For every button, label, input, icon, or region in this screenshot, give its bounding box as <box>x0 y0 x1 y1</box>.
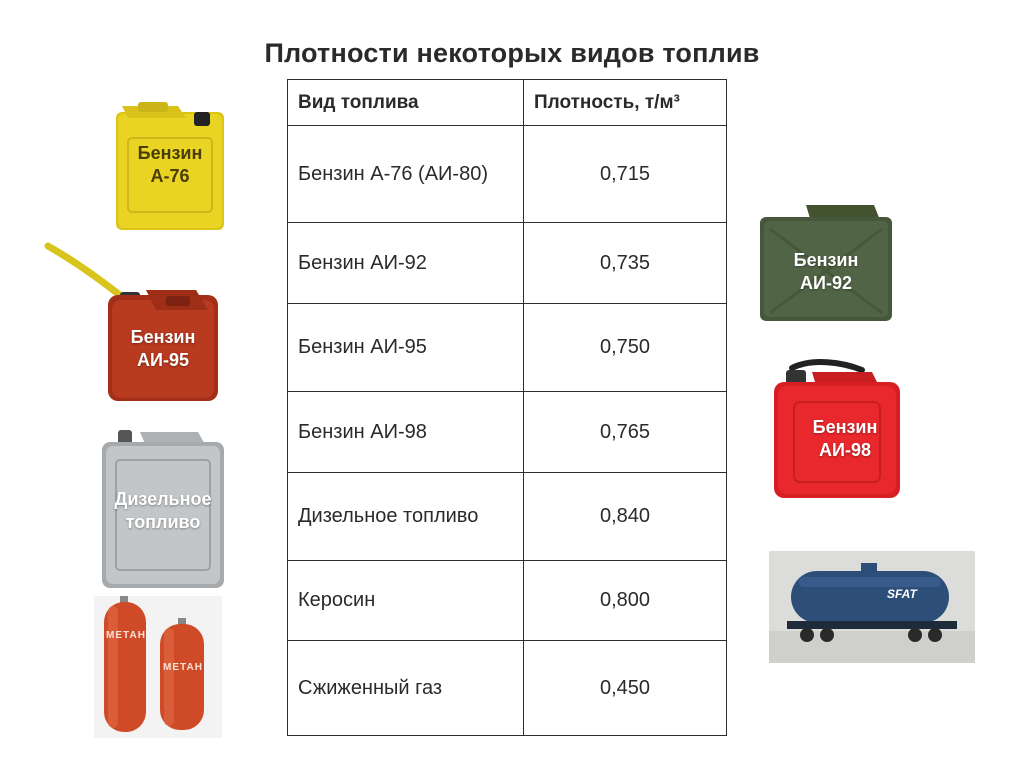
table-row <box>288 126 727 223</box>
header-fuel-type: Вид топлива <box>288 80 524 126</box>
density-table <box>287 79 727 736</box>
fuel-density: 0,765 <box>524 392 727 473</box>
table-row <box>288 473 727 561</box>
canister-label-line2: топливо <box>125 512 201 533</box>
page-title: Плотности некоторых видов топлив <box>264 38 760 68</box>
fuel-name: Бензин АИ-95 <box>288 304 524 392</box>
canister-label-line2: АИ-92 <box>800 273 852 294</box>
canister-label-line2: А-76 <box>150 166 190 187</box>
methane-cylinders-image <box>94 596 222 738</box>
canister-ai95-image <box>46 240 226 405</box>
canister-label-line2: АИ-95 <box>137 350 189 371</box>
table-row <box>288 223 727 304</box>
cylinder-label: МЕТАН <box>163 662 203 673</box>
canister-label-line1: Бензин <box>137 143 203 163</box>
table-row <box>288 561 727 641</box>
tank-car-label: SFAT <box>887 587 917 601</box>
header-density: Плотность, т/м³ <box>524 80 727 126</box>
canister-ai92-image <box>756 205 896 323</box>
fuel-density: 0,800 <box>524 561 727 641</box>
fuel-density: 0,735 <box>524 223 727 304</box>
tank-car-image <box>769 551 975 663</box>
canister-label-line1: Дизельное <box>114 489 212 509</box>
canister-label-line1: Бензин <box>793 250 859 270</box>
fuel-name: Бензин АИ-98 <box>288 392 524 473</box>
fuel-density: 0,715 <box>524 126 727 223</box>
fuel-name: Сжиженный газ <box>288 641 524 736</box>
fuel-name: Дизельное топливо <box>288 473 524 561</box>
table-row <box>288 392 727 473</box>
canister-label-line1: Бензин <box>130 327 196 347</box>
fuel-density: 0,750 <box>524 304 727 392</box>
table-header-row <box>288 80 727 126</box>
canister-ai98-image <box>772 356 902 500</box>
fuel-name: Бензин АИ-92 <box>288 223 524 304</box>
fuel-density: 0,450 <box>524 641 727 736</box>
fuel-density: 0,840 <box>524 473 727 561</box>
fuel-name: Бензин А-76 (АИ-80) <box>288 126 524 223</box>
cylinder-label: МЕТАН <box>106 630 146 641</box>
canister-label-line1: Бензин <box>812 417 878 437</box>
fuel-name: Керосин <box>288 561 524 641</box>
table-row <box>288 641 727 736</box>
table-row <box>288 304 727 392</box>
canister-a76-image <box>108 102 248 232</box>
canister-label-line2: АИ-98 <box>819 440 871 461</box>
canister-diesel-image <box>98 430 228 590</box>
